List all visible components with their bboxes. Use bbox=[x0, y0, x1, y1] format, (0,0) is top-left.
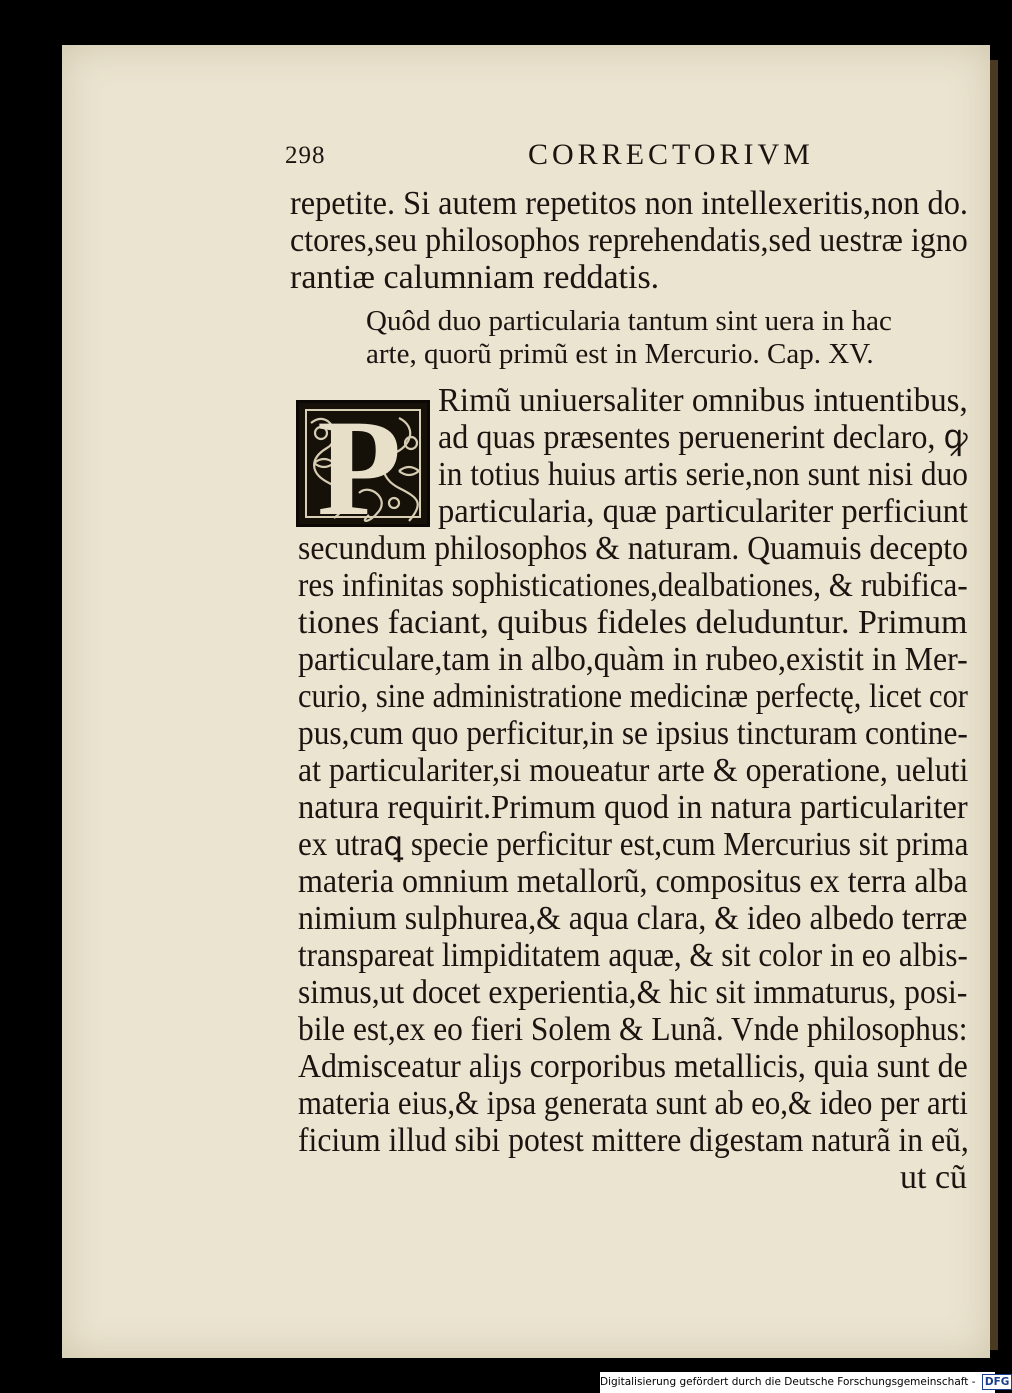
dfg-logo-icon: DFG bbox=[982, 1374, 1012, 1390]
text-line: transpareat limpiditatem aquæ, & sit color in eo albis- bbox=[298, 937, 968, 974]
chapter-heading-line: Quôd duo particularia tantum sint uera in hac bbox=[366, 305, 892, 337]
text-line: nimium sulphurea,& aqua clara, & ideo albedo terræ bbox=[298, 900, 968, 937]
text-line: materia eius,& ipsa generata sunt ab eo,& ideo per arti bbox=[298, 1085, 968, 1122]
text-line: particulare,tam in albo,quàm in rubeo,existit in Mer- bbox=[298, 641, 968, 678]
text-line: in totius huius artis serie,non sunt nisi duo bbox=[438, 456, 969, 493]
text-line: ficium illud sibi potest mittere digestam naturã in eũ, bbox=[298, 1122, 969, 1159]
text-line: at particulariter,si moueatur arte & operatione, ueluti bbox=[298, 752, 969, 789]
text-line: pus,cum quo perficitur,in se ipsius tincturam contine- bbox=[298, 715, 968, 752]
text-line: bile est,ex eo fieri Solem & Lunã. Vnde philosophus: bbox=[298, 1011, 968, 1048]
text-line: ctores,seu philosophos reprehendatis,sed uestræ igno bbox=[290, 222, 968, 259]
text-line: rantiæ calumniam reddatis. bbox=[290, 259, 660, 296]
text-line: Admisceatur aliȷs corporibus metallicis, quia sunt de bbox=[298, 1048, 968, 1085]
text-line: materia omnium metallorũ, compositus ex terra alba bbox=[298, 863, 968, 900]
running-head bbox=[285, 138, 965, 178]
text-line: ad quas præsentes peruenerint declaro, ꝙ bbox=[438, 419, 968, 456]
decorated-initial-p-icon bbox=[296, 391, 430, 544]
footer-text: Digitalisierung gefördert durch die Deutsche Forschungsgemeinschaft - bbox=[600, 1376, 976, 1388]
catchword: ut cũ bbox=[900, 1159, 968, 1196]
footer-credit bbox=[600, 1372, 1010, 1393]
text-line: repetite. Si autem repetitos non intellexeritis,non do. bbox=[290, 185, 968, 222]
page-number: 298 bbox=[285, 142, 326, 169]
text-line: ex utraꝗ specie perficitur est,cum Mercurius sit prima bbox=[298, 826, 969, 863]
text-line: secundum philosophos & naturam. Quamuis decepto bbox=[298, 530, 968, 567]
page-edge bbox=[990, 60, 998, 1350]
text-line: res infinitas sophisticationes,dealbationes, & rubifica- bbox=[298, 567, 968, 604]
text-line: curio, sine administratione medicinæ perfectę, licet cor bbox=[298, 678, 968, 715]
chapter-heading-line: arte, quorũ primũ est in Mercurio. Cap. XV. bbox=[366, 338, 874, 370]
text-line: tiones faciant, quibus fideles deluduntur. Primum bbox=[298, 604, 968, 641]
initial-letter: P bbox=[317, 391, 402, 544]
running-title: CORRECTORIVM bbox=[528, 138, 814, 171]
text-line: natura requirit.Primum quod in natura particulariter bbox=[298, 789, 968, 826]
text-line: simus,ut docet experientia,& hic sit immaturus, posi- bbox=[298, 974, 968, 1011]
text-line: Rimũ uniuersaliter omnibus intuentibus, bbox=[438, 382, 968, 419]
text-line: particularia, quæ particulariter perficiunt bbox=[438, 493, 968, 530]
